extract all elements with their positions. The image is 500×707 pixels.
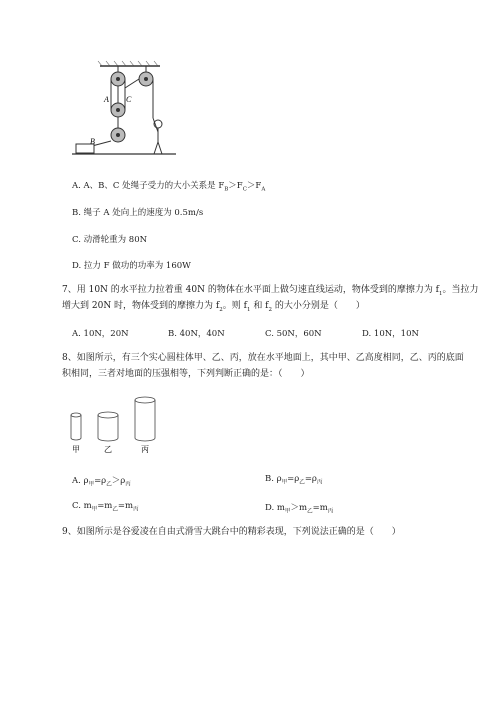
cylinder-label-bing: 丙	[141, 445, 149, 454]
q8-option-a: A. $\rho_甲=\rho_乙>\rho_丙$	[72, 476, 131, 488]
q8-option-b: B. $\rho_甲=\rho_乙=\rho_丙$	[265, 474, 323, 486]
q9-line1: 9、如图所示是谷爱凌在自由式滑雪大跳台中的精彩表现，下列说法正确的是（ ）	[62, 527, 401, 537]
cylinder-label-jia: 甲	[72, 445, 80, 454]
cylinder-label-yi: 乙	[104, 445, 112, 454]
label-c: C	[126, 95, 132, 104]
pulley-diagram	[70, 58, 180, 158]
q8-line2: 积相同，三者对地面的压强相等，下列判断正确的是：（ ）	[62, 369, 310, 379]
q8-option-d: D. $m_甲>m_乙=m_丙$	[265, 503, 334, 515]
label-a: A	[104, 95, 109, 104]
q7-option-d: D. 10N，10N	[362, 329, 419, 339]
q8-line1: 8、如图所示，有三个实心圆柱体甲、乙、丙，放在水平地面上，其中甲、乙高度相同，乙、丙的底面	[62, 353, 464, 363]
q8-option-c: C. $m_甲=m_乙=m_丙$	[72, 501, 139, 513]
q6-option-d: D. 拉力 F 做功的功率为 160W	[72, 261, 191, 271]
label-b: B	[90, 137, 95, 146]
cylinders-diagram	[62, 395, 192, 455]
q6-option-b: B. 绳子 A 处向上的速度为 0.5m/s	[72, 208, 204, 218]
q7-option-b: B. 40N，40N	[168, 329, 225, 339]
q6-option-a: A. A、B、C 处绳子受力的大小关系是 $F_B>F_C>F_A$	[72, 181, 266, 193]
q7-line2: 增大到 20N 时，物体受到的摩擦力为 $f_2$。则 $f_1$ 和 $f_2$ 的大小分别是（ ）	[62, 301, 365, 313]
q6-option-c: C. 动滑轮重为 80N	[72, 235, 148, 245]
q7-option-c: C. 50N，60N	[265, 329, 322, 339]
q7-line1: 7、用 10N 的水平拉力拉着重 40N 的物体在水平面上做匀速直线运动，物体受到的摩擦力为 $f_1$。当拉力	[62, 285, 479, 297]
q7-option-a: A. 10N，20N	[72, 329, 129, 339]
